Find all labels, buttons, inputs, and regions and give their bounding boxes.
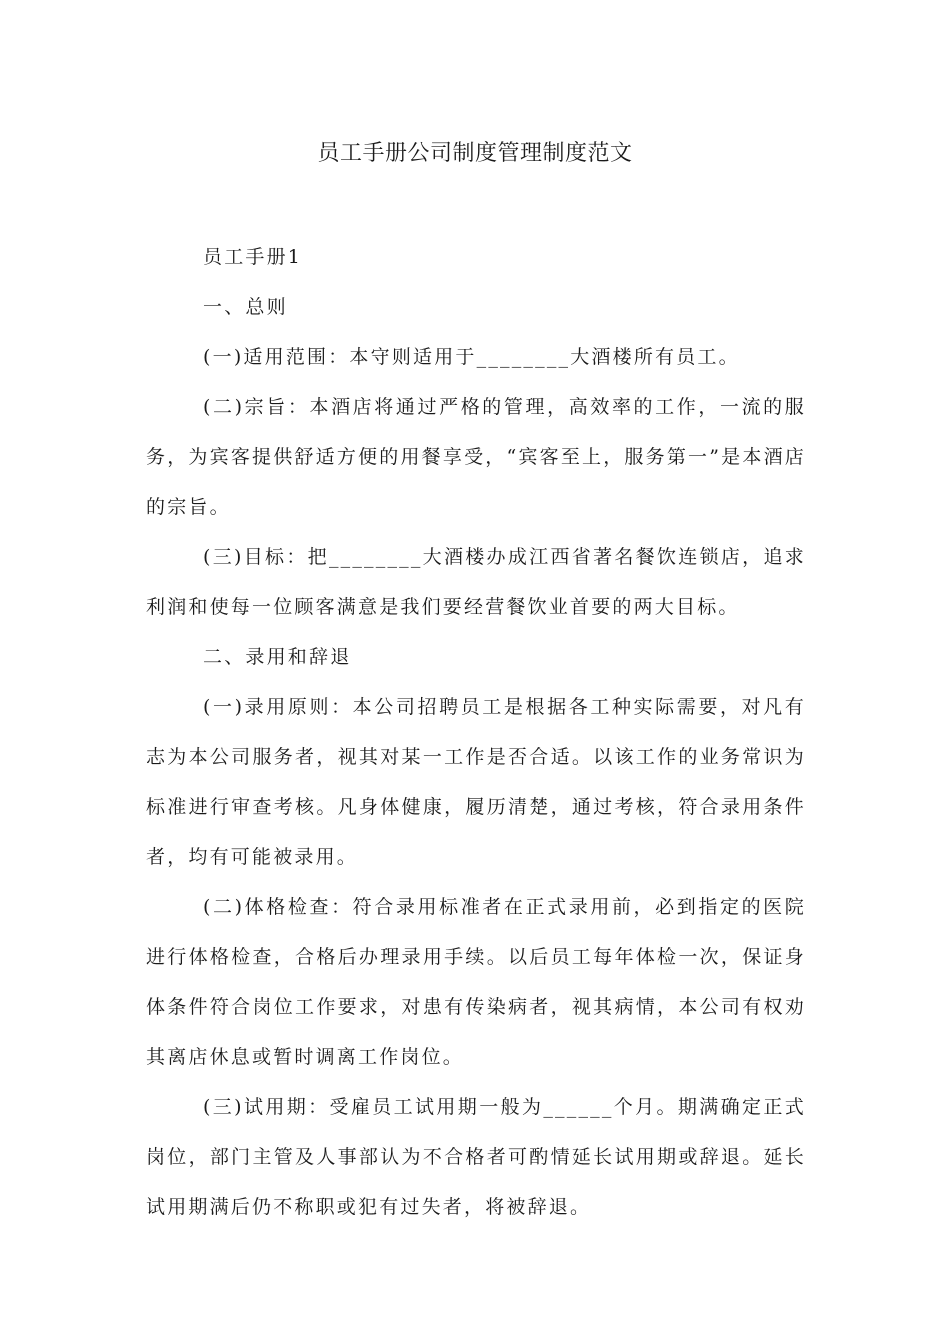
paragraph-purpose: (二)宗旨：本酒店将通过严格的管理，高效率的工作，一流的服务，为宾客提供舒适方便的用餐享受，“宾客至上，服务第一”是本酒店的宗旨。 [146,396,806,518]
paragraph-hiring-principle: (一)录用原则：本公司招聘员工是根据各工种实际需要，对凡有志为本公司服务者，视其对某一工作是否合适。以该工作的业务常识为标准进行审查考核。凡身体健康，履历清楚，通过考核，符合录用条件者，均有可能被录用。 [146,696,806,868]
paragraph-physical-exam: (二)体格检查：符合录用标准者在正式录用前，必到指定的医院进行体格检查，合格后办理录用手续。以后员工每年体检一次，保证身体条件符合岗位工作要求，对患有传染病者，视其病情，本公司有权劝其离店休息或暂时调离工作岗位。 [146,896,806,1068]
document-title: 员工手册公司制度管理制度范文 [317,141,633,166]
document-body [146,232,806,1232]
paragraph-goal: (三)目标：把________大酒楼办成江西省著名餐饮连锁店，追求利润和使每一位顾客满意是我们要经营餐饮业首要的两大目标。 [146,546,806,618]
section-heading-general: 一、总则 [203,296,288,318]
paragraph-scope: (一)适用范围：本守则适用于________大酒楼所有员工。 [203,346,740,368]
section-heading-hiring: 二、录用和辞退 [203,646,352,668]
paragraph-probation: (三)试用期：受雇员工试用期一般为______个月。期满确定正式岗位，部门主管及人事部认为不合格者可酌情延长试用期或辞退。延长试用期满后仍不称职或犯有过失者，将被辞退。 [146,1096,806,1218]
section-heading-handbook: 员工手册1 [203,246,303,268]
